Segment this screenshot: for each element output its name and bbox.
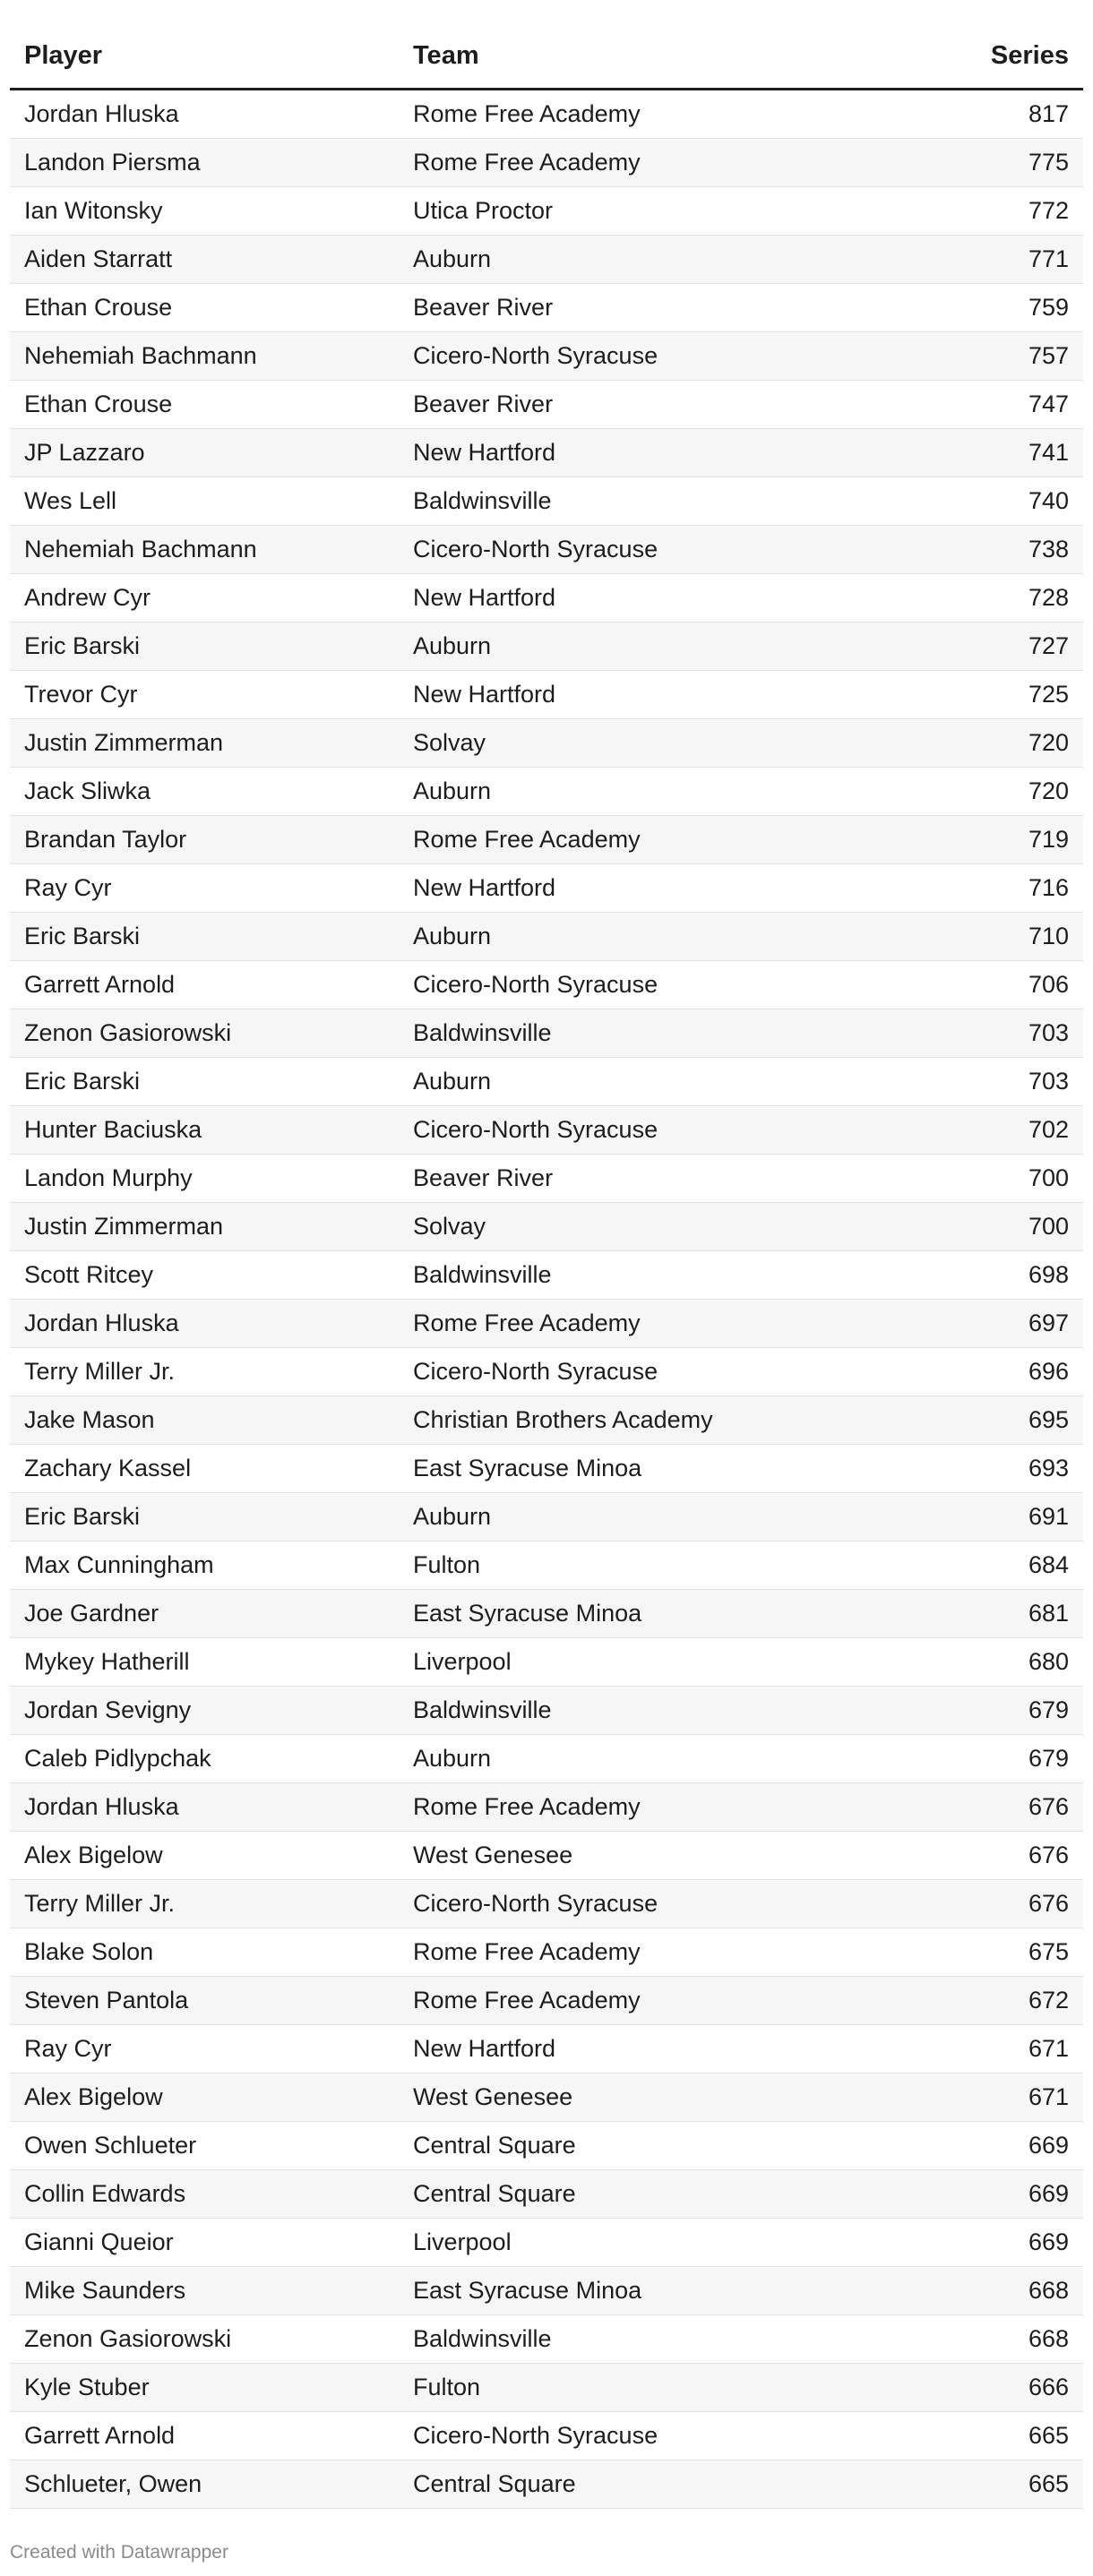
player-cell: JP Lazzaro [10,429,399,477]
team-cell: Cicero-North Syracuse [399,2412,865,2460]
player-cell: Gianni Queior [10,2219,399,2267]
table-row [10,2025,1083,2074]
player-cell: Jordan Hluska [10,1783,399,1832]
team-cell: Auburn [399,623,865,671]
table-row [10,816,1083,864]
column-header-player[interactable]: Player [10,23,399,90]
player-cell: Schlueter, Owen [10,2460,399,2509]
team-cell: Rome Free Academy [399,816,865,864]
player-cell: Nehemiah Bachmann [10,526,399,574]
team-cell: New Hartford [399,2025,865,2074]
series-cell: 679 [865,1735,1083,1783]
team-cell: Central Square [399,2460,865,2509]
series-cell: 681 [865,1590,1083,1638]
player-cell: Owen Schlueter [10,2122,399,2170]
series-cell: 669 [865,2170,1083,2219]
table-row [10,1493,1083,1541]
player-cell: Trevor Cyr [10,671,399,719]
series-cell: 757 [865,332,1083,381]
series-cell: 703 [865,1009,1083,1058]
player-cell: Justin Zimmerman [10,719,399,768]
player-cell: Jordan Hluska [10,90,399,139]
column-header-team[interactable]: Team [399,23,865,90]
table-row [10,2364,1083,2412]
player-cell: Justin Zimmerman [10,1203,399,1251]
team-cell: Cicero-North Syracuse [399,1348,865,1396]
table-row [10,864,1083,913]
team-cell: Central Square [399,2170,865,2219]
player-cell: Ethan Crouse [10,284,399,332]
player-cell: Eric Barski [10,623,399,671]
series-cell: 747 [865,381,1083,429]
table-row [10,139,1083,187]
team-cell: Cicero-North Syracuse [399,1106,865,1155]
table-header [10,23,1083,90]
table-row [10,1880,1083,1928]
series-cell: 698 [865,1251,1083,1300]
table-row [10,429,1083,477]
table-row [10,623,1083,671]
team-cell: West Genesee [399,2074,865,2122]
column-header-series[interactable]: Series [865,23,1083,90]
player-cell: Terry Miller Jr. [10,1880,399,1928]
series-cell: 665 [865,2460,1083,2509]
player-cell: Terry Miller Jr. [10,1348,399,1396]
team-cell: Utica Proctor [399,187,865,236]
team-cell: Beaver River [399,284,865,332]
team-cell: Fulton [399,2364,865,2412]
table-row [10,236,1083,284]
player-cell: Ray Cyr [10,2025,399,2074]
player-cell: Collin Edwards [10,2170,399,2219]
player-cell: Blake Solon [10,1928,399,1977]
player-cell: Scott Ritcey [10,1251,399,1300]
team-cell: Beaver River [399,1155,865,1203]
team-cell: Auburn [399,768,865,816]
team-cell: Rome Free Academy [399,90,865,139]
series-cell: 710 [865,913,1083,961]
player-cell: Jordan Hluska [10,1300,399,1348]
team-cell: New Hartford [399,429,865,477]
table-row [10,719,1083,768]
series-cell: 668 [865,2315,1083,2364]
table-row [10,1155,1083,1203]
table-row [10,2074,1083,2122]
series-cell: 696 [865,1348,1083,1396]
table-row [10,187,1083,236]
table-row [10,2219,1083,2267]
player-cell: Zenon Gasiorowski [10,2315,399,2364]
player-cell: Jack Sliwka [10,768,399,816]
team-cell: Rome Free Academy [399,139,865,187]
series-cell: 720 [865,768,1083,816]
team-cell: Liverpool [399,1638,865,1687]
table-row [10,1687,1083,1735]
series-cell: 669 [865,2122,1083,2170]
team-cell: Baldwinsville [399,1687,865,1735]
series-cell: 679 [865,1687,1083,1735]
team-cell: Baldwinsville [399,2315,865,2364]
player-cell: Ray Cyr [10,864,399,913]
team-cell: West Genesee [399,1832,865,1880]
team-cell: Cicero-North Syracuse [399,526,865,574]
table-row [10,1590,1083,1638]
table-row [10,768,1083,816]
table-row [10,2267,1083,2315]
series-cell: 668 [865,2267,1083,2315]
table-row [10,574,1083,623]
team-cell: Baldwinsville [399,1009,865,1058]
team-cell: Auburn [399,1493,865,1541]
table-row [10,1300,1083,1348]
player-cell: Max Cunningham [10,1541,399,1590]
series-cell: 671 [865,2025,1083,2074]
player-cell: Steven Pantola [10,1977,399,2025]
series-cell: 728 [865,574,1083,623]
series-cell: 775 [865,139,1083,187]
player-cell: Hunter Baciuska [10,1106,399,1155]
data-table-container [10,23,1083,2509]
series-cell: 741 [865,429,1083,477]
series-cell: 738 [865,526,1083,574]
series-cell: 772 [865,187,1083,236]
table-row [10,1928,1083,1977]
table-row [10,1058,1083,1106]
table-row [10,90,1083,139]
team-cell: Fulton [399,1541,865,1590]
table-row [10,1541,1083,1590]
table-row [10,671,1083,719]
player-cell: Ethan Crouse [10,381,399,429]
series-cell: 725 [865,671,1083,719]
table-row [10,2170,1083,2219]
team-cell: East Syracuse Minoa [399,1445,865,1493]
player-cell: Mike Saunders [10,2267,399,2315]
series-cell: 703 [865,1058,1083,1106]
player-cell: Landon Piersma [10,139,399,187]
table-row [10,1735,1083,1783]
player-cell: Zachary Kassel [10,1445,399,1493]
team-cell: Cicero-North Syracuse [399,961,865,1009]
table-body [10,90,1083,2509]
table-row [10,2460,1083,2509]
team-cell: Cicero-North Syracuse [399,1880,865,1928]
team-cell: Baldwinsville [399,477,865,526]
player-cell: Andrew Cyr [10,574,399,623]
series-cell: 669 [865,2219,1083,2267]
table-row [10,2412,1083,2460]
series-cell: 817 [865,90,1083,139]
player-cell: Kyle Stuber [10,2364,399,2412]
team-cell: Auburn [399,913,865,961]
table-row [10,381,1083,429]
series-cell: 706 [865,961,1083,1009]
table-row [10,1251,1083,1300]
series-cell: 684 [865,1541,1083,1590]
team-cell: Rome Free Academy [399,1783,865,1832]
team-cell: Baldwinsville [399,1251,865,1300]
team-cell: Auburn [399,1735,865,1783]
player-cell: Wes Lell [10,477,399,526]
series-cell: 675 [865,1928,1083,1977]
table-row [10,1348,1083,1396]
table-row [10,332,1083,381]
team-cell: Solvay [399,1203,865,1251]
table-row [10,913,1083,961]
team-cell: Cicero-North Syracuse [399,332,865,381]
player-cell: Alex Bigelow [10,1832,399,1880]
table-row [10,1783,1083,1832]
series-cell: 676 [865,1783,1083,1832]
player-cell: Nehemiah Bachmann [10,332,399,381]
series-cell: 697 [865,1300,1083,1348]
series-cell: 740 [865,477,1083,526]
player-cell: Aiden Starratt [10,236,399,284]
table-row [10,526,1083,574]
team-cell: East Syracuse Minoa [399,2267,865,2315]
table-row [10,284,1083,332]
team-cell: Rome Free Academy [399,1928,865,1977]
player-cell: Garrett Arnold [10,2412,399,2460]
player-cell: Landon Murphy [10,1155,399,1203]
team-cell: Beaver River [399,381,865,429]
table-row [10,2315,1083,2364]
team-cell: New Hartford [399,671,865,719]
series-cell: 727 [865,623,1083,671]
table-row [10,1106,1083,1155]
team-cell: Liverpool [399,2219,865,2267]
table-row [10,961,1083,1009]
series-cell: 716 [865,864,1083,913]
team-cell: Christian Brothers Academy [399,1396,865,1445]
series-cell: 759 [865,284,1083,332]
table-row [10,1977,1083,2025]
series-cell: 665 [865,2412,1083,2460]
team-cell: Central Square [399,2122,865,2170]
series-cell: 676 [865,1832,1083,1880]
series-cell: 695 [865,1396,1083,1445]
table-row [10,1832,1083,1880]
player-cell: Eric Barski [10,1493,399,1541]
player-cell: Mykey Hatherill [10,1638,399,1687]
series-cell: 700 [865,1203,1083,1251]
series-cell: 720 [865,719,1083,768]
table-row [10,477,1083,526]
player-cell: Brandan Taylor [10,816,399,864]
series-cell: 680 [865,1638,1083,1687]
series-cell: 771 [865,236,1083,284]
series-cell: 672 [865,1977,1083,2025]
player-cell: Alex Bigelow [10,2074,399,2122]
player-cell: Eric Barski [10,1058,399,1106]
table-row [10,1445,1083,1493]
series-cell: 671 [865,2074,1083,2122]
player-cell: Eric Barski [10,913,399,961]
series-cell: 676 [865,1880,1083,1928]
series-cell: 666 [865,2364,1083,2412]
player-cell: Garrett Arnold [10,961,399,1009]
table-row [10,1203,1083,1251]
series-table [10,23,1083,2509]
team-cell: Rome Free Academy [399,1300,865,1348]
player-cell: Jordan Sevigny [10,1687,399,1735]
table-row [10,1396,1083,1445]
team-cell: Auburn [399,236,865,284]
series-cell: 702 [865,1106,1083,1155]
series-cell: 693 [865,1445,1083,1493]
player-cell: Caleb Pidlypchak [10,1735,399,1783]
table-row [10,2122,1083,2170]
team-cell: New Hartford [399,864,865,913]
team-cell: Auburn [399,1058,865,1106]
player-cell: Jake Mason [10,1396,399,1445]
series-cell: 691 [865,1493,1083,1541]
player-cell: Zenon Gasiorowski [10,1009,399,1058]
team-cell: East Syracuse Minoa [399,1590,865,1638]
team-cell: Rome Free Academy [399,1977,865,2025]
table-row [10,1009,1083,1058]
series-cell: 700 [865,1155,1083,1203]
team-cell: Solvay [399,719,865,768]
header-row [10,23,1083,90]
table-row [10,1638,1083,1687]
player-cell: Ian Witonsky [10,187,399,236]
team-cell: New Hartford [399,574,865,623]
series-cell: 719 [865,816,1083,864]
player-cell: Joe Gardner [10,1590,399,1638]
datawrapper-credit: Created with Datawrapper [10,2542,228,2563]
